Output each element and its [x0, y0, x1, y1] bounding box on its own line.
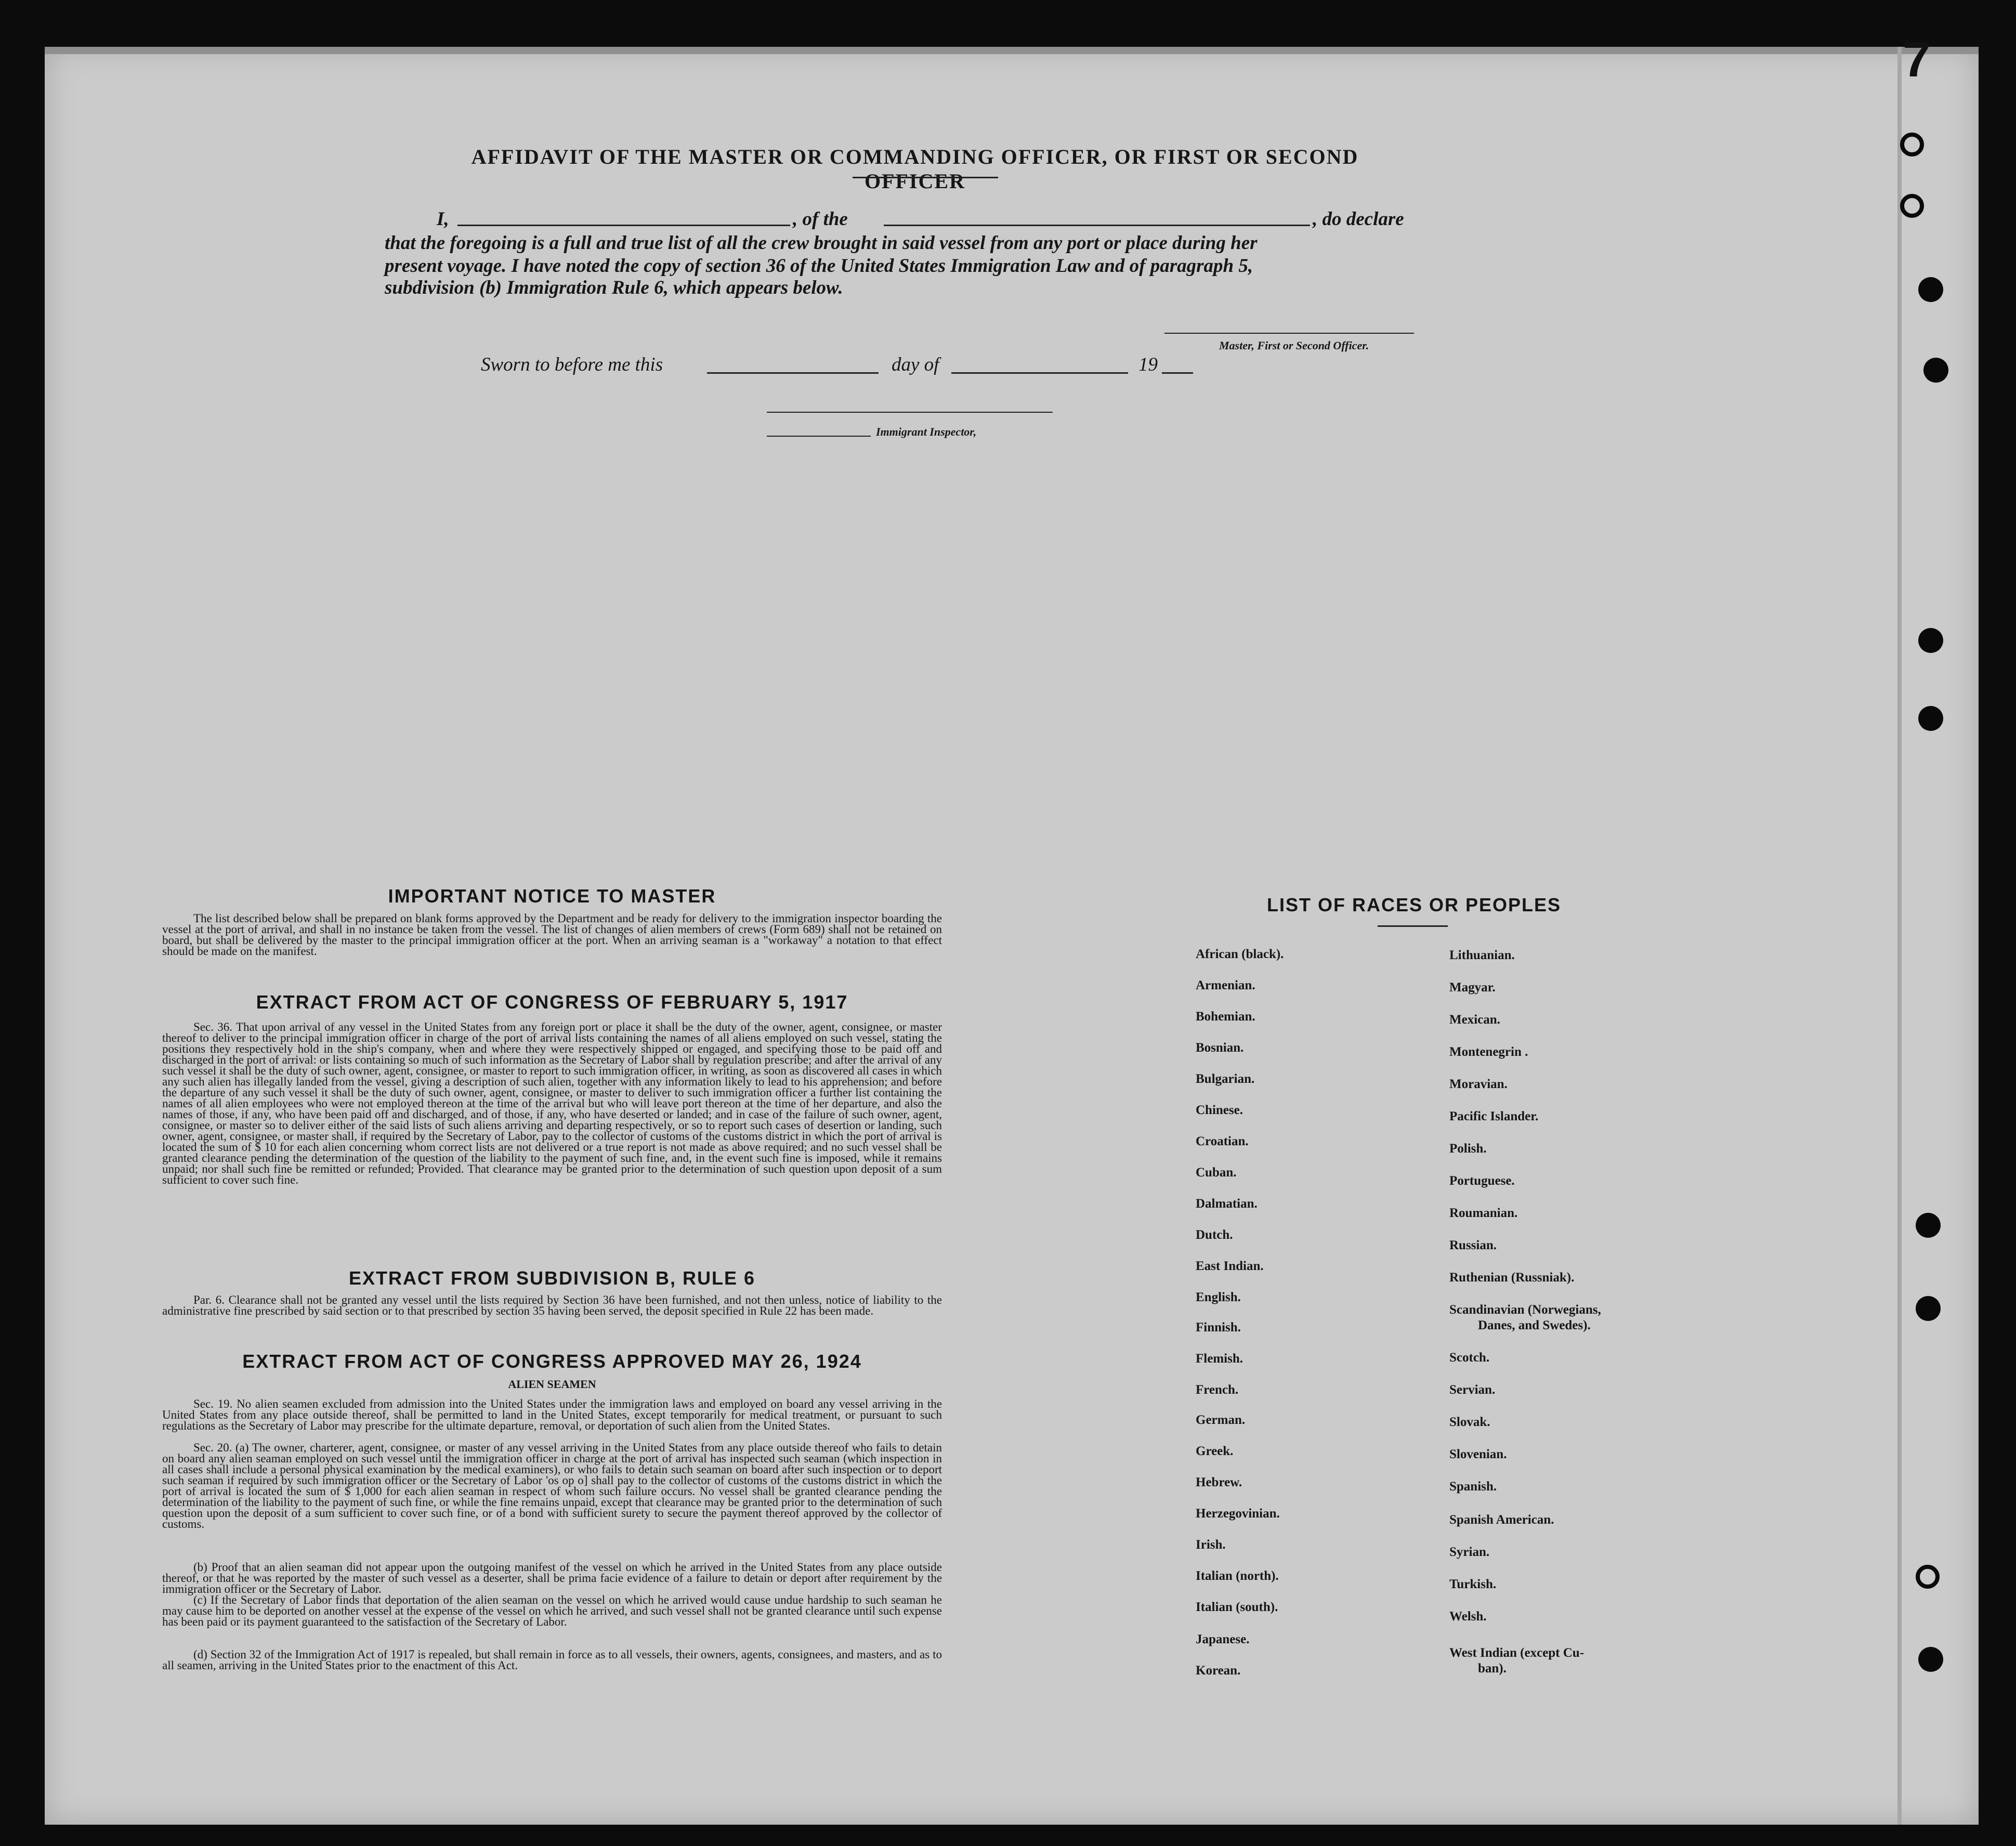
binder-hole-icon: [1916, 1213, 1941, 1238]
binder-hole-icon: [1900, 194, 1924, 218]
declaration-of-the: , of the: [793, 208, 848, 230]
sworn-prefix: Sworn to before me this: [481, 354, 663, 375]
race-item: Greek.: [1196, 1444, 1234, 1458]
extract-1917-title: EXTRACT FROM ACT OF CONGRESS OF FEBRUARY 5, 1917: [256, 991, 848, 1013]
race-item: Pacific Islander.: [1449, 1109, 1539, 1123]
race-item: Polish.: [1449, 1142, 1487, 1156]
race-item: Scotch.: [1449, 1351, 1490, 1365]
year-blank: [1162, 372, 1193, 374]
declaration-i: I,: [437, 208, 449, 230]
affidavit-title: AFFIDAVIT OF THE MASTER OR COMMANDING OFFICER, OR FIRST OR SECOND OFFICER: [471, 145, 1359, 193]
name-blank: [457, 225, 790, 226]
extract-rule6-text: Par. 6. Clearance shall not be granted any vessel until the lists required by Section 36 have been furnished, and not then unless, notice of liability to the administrative fine prescribed by said section or to that prescribed by section 35 having been served, the deposit specified in Rule 22 has been made.: [162, 1293, 942, 1317]
vessel-blank: [884, 225, 1310, 226]
extract-rule6-title: EXTRACT FROM SUBDIVISION B, RULE 6: [348, 1267, 756, 1289]
race-item: Servian.: [1449, 1383, 1496, 1397]
race-item: Syrian.: [1449, 1545, 1490, 1559]
year-prefix: 19: [1138, 354, 1158, 375]
extract-1924-paragraph: (d) Section 32 of the Immigration Act of 1917 is repealed, but shall remain in force as to all vessels, their owners, agents, consignees, and masters, and as to all seamen, arriving in the United States prior to the enactment of this Act.: [162, 1648, 942, 1672]
page-number: 7: [1903, 32, 1931, 87]
master-signature-line: [1164, 333, 1414, 334]
declaration-line-2: that the foregoing is a full and true list of all the crew brought in said vessel from any port or place during her: [385, 232, 1258, 254]
binder-hole-icon: [1918, 1647, 1943, 1672]
race-item: Turkish.: [1449, 1577, 1497, 1591]
binder-hole-icon: [1900, 133, 1924, 156]
race-item: Welsh.: [1449, 1609, 1487, 1624]
race-item: Bulgarian.: [1196, 1072, 1255, 1086]
race-item: Lithuanian.: [1449, 948, 1515, 962]
notice-title: IMPORTANT NOTICE TO MASTER: [388, 885, 716, 907]
binder-hole-icon: [1923, 358, 1948, 383]
binder-hole-icon: [1918, 277, 1943, 302]
race-item: Irish.: [1196, 1538, 1226, 1552]
inspector-line-2: [767, 436, 871, 437]
race-item: Dalmatian.: [1196, 1197, 1258, 1211]
race-item: Chinese.: [1196, 1103, 1243, 1117]
inspector-line-1: [767, 412, 1053, 413]
title-underline: [853, 177, 998, 178]
race-item: Herzegovinian.: [1196, 1507, 1280, 1521]
page-fold: [1897, 47, 1902, 1825]
race-item: Croatian.: [1196, 1134, 1249, 1148]
race-item: Scandinavian (Norwegians,: [1449, 1303, 1601, 1317]
top-edge: [45, 47, 1979, 54]
race-item: Italian (south).: [1196, 1600, 1278, 1614]
extract-1924-paragraph: Sec. 20. (a) The owner, charterer, agent, consignee, or master of any vessel arriving in the United States from any place outside thereof who fails to detain on board any alien seaman employed on such vessel until the immigration officer in charge at the port of arrival has inspected such seaman (which inspection in all cases shall include a personal physical examination by the medical examiners), or who fails to detain such seaman on board after such inspection or to deport such seaman if required by such immigration officer or the Secretary of Labor 'os op o] shall pay to the collector of customs of the customs district in which the port of arrival is located the sum of $ 1,000 for each alien seaman in respect of whom such failure occurs. No vessel shall be granted clearance pending the determination of the liability to the payment of such fine, or while the fine remains unpaid, except that clearance may be granted prior to the determination of such question upon the deposit of a sum sufficient to cover such fine, or of a bond with sufficient surety to secure the payment thereof approved by the collector of customs.: [162, 1441, 942, 1530]
binder-hole-icon: [1918, 706, 1943, 731]
race-item: East Indian.: [1196, 1259, 1264, 1273]
race-item: Bohemian.: [1196, 1010, 1255, 1024]
race-item: German.: [1196, 1413, 1246, 1427]
declaration-line-4: subdivision (b) Immigration Rule 6, which appears below.: [385, 277, 843, 298]
race-item: Italian (north).: [1196, 1569, 1279, 1583]
declaration-line-3: present voyage. I have noted the copy of section 36 of the United States Immigration Law and of paragraph 5,: [385, 255, 1253, 277]
race-item: Slovak.: [1449, 1415, 1490, 1429]
binder-hole-icon: [1916, 1565, 1940, 1589]
race-item: French.: [1196, 1383, 1239, 1397]
extract-1924-paragraph: (c) If the Secretary of Labor finds that deportation of the alien seaman on the vessel on which he arrived would cause undue hardship to such seaman he may cause him to be deported on another vessel at the expense of the vessel on which he arrived, and such vessel shall not be granted clearance until such expense has been paid or its payment guaranteed to the satisfaction of the Secretary of Labor.: [162, 1593, 942, 1628]
race-item: African (black).: [1196, 947, 1284, 961]
race-item: Montenegrin .: [1449, 1045, 1528, 1059]
race-item: Flemish.: [1196, 1352, 1243, 1366]
extract-1924-paragraph: (b) Proof that an alien seaman did not appear upon the outgoing manifest of the vessel on which he arrived in the United States from any place outside thereof, or that he was reported by the master of such vessel as a deserter, shall be prima facie evidence of a failure to detain or deport after requirement by the immigration officer or the Secretary of Labor.: [162, 1561, 942, 1595]
extract-1924-paragraph: Sec. 19. No alien seamen excluded from admission into the United States under the immigration laws and employed on board any vessel arriving in the United States from any place outside thereof, shall be permitted to land in the United States, except temporarily for medical treatment, or pursuant to such regulations as the Secretary of Labor may prescribe for the ultimate departure, removal, or deportation of such alien from the United States.: [162, 1397, 942, 1432]
race-item: Mexican.: [1449, 1013, 1500, 1027]
race-item: English.: [1196, 1290, 1241, 1304]
race-item: Finnish.: [1196, 1320, 1241, 1334]
race-item: Bosnian.: [1196, 1041, 1244, 1055]
declaration-do-declare: , do declare: [1313, 208, 1404, 230]
notice-text: The list described below shall be prepared on blank forms approved by the Department and be ready for delivery to the immigration inspector boarding the vessel at the port of arrival, and shall in no instance be taken from the vessel. The list of changes of alien members of crews (Form 689) shall not be retained on board, but shall be delivered by the master to the principal immigration officer at the port. When an arriving seaman is a "workaway" a notation to that effect should be made on the manifest.: [162, 912, 942, 958]
race-item: West Indian (except Cu-: [1449, 1646, 1585, 1660]
race-item: Portuguese.: [1449, 1174, 1515, 1188]
binder-hole-icon: [1918, 628, 1943, 653]
race-item: ban).: [1478, 1661, 1507, 1675]
alien-seamen-subtitle: ALIEN SEAMEN: [508, 1378, 596, 1391]
master-signature-label: Master, First or Second Officer.: [1219, 339, 1369, 352]
race-item: Hebrew.: [1196, 1475, 1242, 1489]
inspector-label: Immigrant Inspector,: [876, 425, 977, 438]
race-item: Russian.: [1449, 1238, 1497, 1252]
race-item: Spanish.: [1449, 1480, 1497, 1494]
race-item: Korean.: [1196, 1664, 1241, 1678]
extract-1924-title: EXTRACT FROM ACT OF CONGRESS APPROVED MAY 26, 1924: [242, 1351, 862, 1372]
race-item: Dutch.: [1196, 1228, 1233, 1242]
extract-1917-text: Sec. 36. That upon arrival of any vessel in the United States from any foreign port or place it shall be the duty of the owner, agent, consignee, or master thereof to deliver to the principal immigration officer in charge of the port of arrival lists containing the names of all aliens employed on such vessel, stating the positions they respectively hold in the ship's company, when and where they were respectively shipped or engaged, and specifying those to be paid off and discharged in the port of arrival: or lists containing so much of such information as the Secretary of Labor shall by regulation prescribe; and after the arrival of any such vessel it shall be the duty of such owner, agent, consignee, or master to report to such immigration officer, in writing, as soon as discovered all cases in which any such alien has illegally landed from the vessel, giving a description of such alien, together with any information likely to lead to his apprehension; and before the departure of any such vessel it shall be the duty of such owner, agent, consignee, or master to deliver to such immigration officer a further list containing the names of all alien employees who were not employed thereon at the time of the arrival but who will leave port thereon at the time of her departure, and also the names of those, if any, who have been paid off and discharged, and of those, if any, who have deserted or landed; and in case of the failure of such owner, agent, consignee, or master so to deliver either of the said lists of such aliens arriving and departing respectively, or so to report such cases of desertion or landing, such owner, agent, consignee, or master shall, if required by the Secretary of Labor, pay to the collector of customs of the customs district in which the port of arrival is located the sum of $ 10 for each alien concerning whom correct lists are not delivered or a true report is not made as above required; and no such vessel shall be granted clearance pending the determination of the question of the liability to the payment of such fine, and, in the event such fine is imposed, while it remains unpaid; nor shall such fine be remitted or refunded; Provided. That clearance may be granted prior to the determination of such question upon deposit of a sum sufficient to cover such fine.: [162, 1020, 942, 1186]
race-item: Roumanian.: [1449, 1206, 1518, 1220]
race-item: Danes, and Swedes).: [1478, 1318, 1591, 1332]
race-item: Moravian.: [1449, 1077, 1508, 1091]
races-title: LIST OF RACES OR PEOPLES: [1266, 894, 1562, 915]
race-item: Magyar.: [1449, 980, 1496, 994]
binder-hole-icon: [1916, 1296, 1941, 1321]
day-of-label: day of: [892, 354, 939, 375]
race-item: Japanese.: [1196, 1632, 1250, 1646]
race-item: Ruthenian (Russniak).: [1449, 1271, 1575, 1285]
race-item: Armenian.: [1196, 978, 1255, 992]
month-blank: [951, 372, 1128, 374]
races-title-underline: [1378, 925, 1448, 927]
race-item: Cuban.: [1196, 1166, 1237, 1180]
race-item: Spanish American.: [1449, 1513, 1554, 1527]
day-blank: [707, 372, 879, 374]
race-item: Slovenian.: [1449, 1447, 1507, 1461]
